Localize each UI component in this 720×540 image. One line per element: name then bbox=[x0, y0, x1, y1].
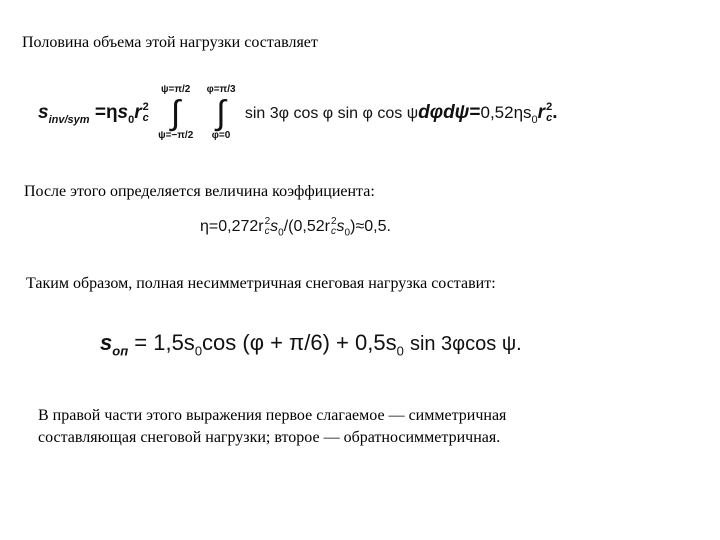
formula-3-sub-b: 0 bbox=[396, 343, 404, 359]
formula-2-part-a: η=0,272r bbox=[200, 218, 264, 236]
paragraph-snow-load-half: Половина объема этой нагрузки составляет bbox=[22, 34, 318, 51]
formula-3-sub-a: 0 bbox=[194, 343, 203, 359]
paragraph-coefficient: После этого определяется величина коэффициента: bbox=[24, 183, 375, 200]
formula-2-sub-c: c bbox=[330, 226, 336, 237]
paragraph-explanation-line-2: составляющая снеговой нагрузки; второе — обратносимметричная. bbox=[38, 429, 501, 446]
formula-1-result-s0-subscript: 0 bbox=[531, 113, 538, 126]
formula-2-sub-d: 0 bbox=[344, 227, 351, 239]
formula-1-s0-subscript: 0 bbox=[128, 113, 135, 126]
formula-1-equals: = bbox=[94, 102, 106, 124]
integral-psi-upper-limit: ψ=π/2 bbox=[160, 84, 191, 95]
formula-1-result-r-superscript: 2 bbox=[546, 101, 553, 113]
formula-2-sup-a: 2 bbox=[264, 216, 271, 227]
formula-1-result-r: r bbox=[537, 102, 546, 124]
formula-3-tail: sin 3φcos ψ. bbox=[409, 333, 522, 355]
formula-2-part-e: )≈0,5. bbox=[350, 218, 391, 236]
integral-psi-lower-limit: ψ=−π/2 bbox=[158, 130, 194, 141]
formula-3-part-a: = 1,5s bbox=[134, 330, 195, 355]
formula-2-part-d: s bbox=[336, 218, 345, 236]
formula-3-lhs-subscript: оп bbox=[112, 343, 129, 359]
formula-1-differentials: dφdψ bbox=[418, 102, 470, 124]
integral-sign-icon: ∫ bbox=[216, 94, 226, 132]
integral-sign-icon: ∫ bbox=[171, 94, 181, 132]
formula-3-lhs: s bbox=[100, 330, 113, 355]
formula-1-integrand: sin 3φ cos φ sin φ cos ψ bbox=[244, 105, 419, 123]
paragraph-explanation-line-1: В правой части этого выражения первое слагаемое — симметричная bbox=[38, 407, 507, 424]
formula-2-sub-a: c bbox=[264, 226, 270, 237]
formula-1-result-equals: = bbox=[469, 102, 481, 124]
paragraph-total-load: Таким образом, полная несимметричная снеговая нагрузка составит: bbox=[26, 275, 496, 292]
formula-1-eta: η bbox=[105, 102, 118, 124]
formula-1-lhs-subscript: inv/sym bbox=[48, 113, 90, 126]
formula-2-part-c: /(0,52r bbox=[283, 218, 330, 236]
formula-integral-snow-load bbox=[38, 84, 557, 142]
formula-1-rc: r bbox=[134, 102, 142, 124]
integral-psi bbox=[158, 84, 193, 142]
formula-1-lhs: s bbox=[38, 102, 49, 124]
formula-3-mid: cos (φ + π/6) + 0,5s bbox=[202, 330, 397, 355]
integral-phi bbox=[207, 84, 236, 142]
formula-2-sup-c: 2 bbox=[330, 216, 337, 227]
formula-1-rc-superscript: 2 bbox=[142, 101, 149, 113]
formula-1-result: 0,52ηs bbox=[480, 103, 532, 123]
formula-2-sub-b: 0 bbox=[278, 227, 284, 239]
formula-eta-coefficient bbox=[200, 217, 391, 238]
integral-phi-lower-limit: φ=0 bbox=[211, 130, 231, 141]
formula-2-part-b: s bbox=[270, 218, 279, 236]
formula-1-period: . bbox=[552, 102, 558, 124]
formula-1-s0: s bbox=[117, 102, 129, 124]
formula-1-rc-subscript: c bbox=[142, 112, 149, 124]
formula-total-snow-load bbox=[100, 330, 522, 358]
formula-1-result-r-subscript: c bbox=[546, 112, 553, 124]
integral-phi-upper-limit: φ=π/3 bbox=[206, 84, 236, 95]
